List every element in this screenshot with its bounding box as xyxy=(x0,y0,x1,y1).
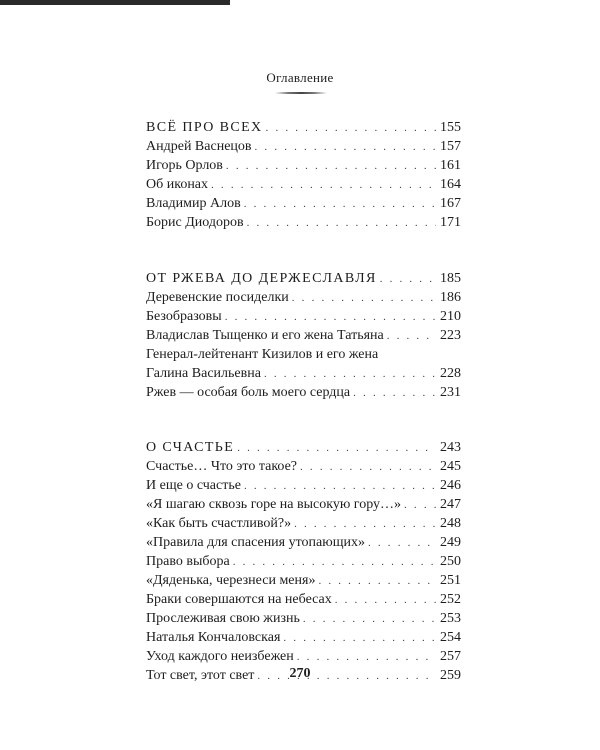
entry-title: «Как быть счастливой?» xyxy=(146,516,292,531)
toc-section-heading[interactable] xyxy=(146,269,461,288)
entry-title: Борис Диодоров xyxy=(146,215,244,230)
toc-entry[interactable] xyxy=(146,175,461,194)
entry-title: Деревенские посиделки xyxy=(146,290,289,305)
entry-title: Игорь Орлов xyxy=(146,158,223,173)
dot-leader xyxy=(255,138,436,157)
toc-entry-first-line[interactable] xyxy=(146,345,461,364)
entry-title: О СЧАСТЬЕ xyxy=(146,440,235,455)
toc-entry[interactable] xyxy=(146,288,461,307)
toc-entry[interactable] xyxy=(146,590,461,609)
toc-section-3 xyxy=(146,438,461,685)
entry-title: Счастье… Что это такое? xyxy=(146,459,298,474)
toc-entry[interactable] xyxy=(146,476,461,495)
toc-entry[interactable] xyxy=(146,533,461,552)
entry-title: «Дяденька, черезнеси меня» xyxy=(146,573,316,588)
entry-page: 259 xyxy=(440,668,461,683)
dot-leader xyxy=(283,629,436,648)
toc-entry[interactable] xyxy=(146,552,461,571)
dot-leader xyxy=(233,553,436,572)
dot-leader xyxy=(292,289,436,308)
toc-section-1 xyxy=(146,118,461,232)
dot-leader xyxy=(318,572,436,591)
entry-page: 228 xyxy=(440,366,461,381)
toc-entry[interactable] xyxy=(146,571,461,590)
dot-leader xyxy=(294,515,436,534)
entry-page: 161 xyxy=(440,158,461,173)
entry-page: 155 xyxy=(440,120,461,135)
entry-title: Тот свет, этот свет xyxy=(146,668,255,683)
entry-page: 167 xyxy=(440,196,461,211)
page-number: 270 xyxy=(289,666,311,681)
entry-page: 251 xyxy=(440,573,461,588)
toc-entry[interactable] xyxy=(146,194,461,213)
entry-page: 245 xyxy=(440,459,461,474)
toc-entry[interactable] xyxy=(146,213,461,232)
dot-leader xyxy=(303,610,436,629)
toc-section-2 xyxy=(146,269,461,402)
header-swash-ornament xyxy=(274,91,328,95)
toc-entry[interactable] xyxy=(146,457,461,476)
dot-leader xyxy=(225,308,436,327)
toc-entry[interactable] xyxy=(146,137,461,156)
dot-leader xyxy=(335,591,436,610)
entry-title: Браки совершаются на небесах xyxy=(146,592,332,607)
dot-leader xyxy=(404,496,436,515)
toc-section-heading[interactable] xyxy=(146,438,461,457)
toc-entry[interactable] xyxy=(146,383,461,402)
entry-page: 185 xyxy=(440,271,461,286)
toc-entry[interactable] xyxy=(146,364,461,383)
toc-entry[interactable] xyxy=(146,495,461,514)
entry-title: Безобразовы xyxy=(146,309,222,324)
entry-page: 250 xyxy=(440,554,461,569)
table-of-contents xyxy=(146,118,461,699)
entry-title: Галина Васильевна xyxy=(146,366,261,381)
toc-entry[interactable] xyxy=(146,307,461,326)
toc-entry[interactable] xyxy=(146,609,461,628)
toc-entry[interactable] xyxy=(146,628,461,647)
entry-page: 210 xyxy=(440,309,461,324)
toc-entry[interactable] xyxy=(146,156,461,175)
entry-title: Право выбора xyxy=(146,554,230,569)
toc-entry[interactable] xyxy=(146,647,461,666)
entry-title: Владислав Тыщенко и его жена Татьяна xyxy=(146,328,384,343)
toc-entry[interactable] xyxy=(146,326,461,345)
entry-page: 253 xyxy=(440,611,461,626)
entry-title: ОТ РЖЕВА ДО ДЕРЖЕСЛАВЛЯ xyxy=(146,271,377,286)
entry-page: 247 xyxy=(440,497,461,512)
page-header: Оглавление xyxy=(266,70,334,85)
entry-page: 157 xyxy=(440,139,461,154)
entry-page: 257 xyxy=(440,649,461,664)
toc-entry[interactable] xyxy=(146,514,461,533)
dot-leader xyxy=(353,384,436,403)
dot-leader xyxy=(297,648,436,667)
dot-leader xyxy=(237,439,436,458)
dot-leader xyxy=(244,195,436,214)
entry-page: 243 xyxy=(440,440,461,455)
entry-title: Генерал-лейтенант Кизилов и его жена xyxy=(146,347,379,362)
entry-page: 171 xyxy=(440,215,461,230)
dot-leader xyxy=(380,270,436,289)
dot-leader xyxy=(247,214,436,233)
entry-page: 252 xyxy=(440,592,461,607)
entry-page: 231 xyxy=(440,385,461,400)
entry-title: «Я шагаю сквозь горе на высокую гору…» xyxy=(146,497,402,512)
entry-page: 254 xyxy=(440,630,461,645)
toc-section-heading[interactable] xyxy=(146,118,461,137)
entry-page: 186 xyxy=(440,290,461,305)
entry-title: Прослеживая свою жизнь xyxy=(146,611,300,626)
entry-title: ВСЁ ПРО ВСЕХ xyxy=(146,120,263,135)
entry-page: 249 xyxy=(440,535,461,550)
dot-leader xyxy=(211,176,436,195)
entry-page: 248 xyxy=(440,516,461,531)
entry-title: Андрей Васнецов xyxy=(146,139,252,154)
entry-title: И еще о счастье xyxy=(146,478,241,493)
dot-leader xyxy=(264,365,436,384)
dot-leader xyxy=(300,458,436,477)
dot-leader xyxy=(387,327,436,346)
dot-leader xyxy=(368,534,436,553)
entry-title: Ржев — особая боль моего сердца xyxy=(146,385,351,400)
entry-page: 246 xyxy=(440,478,461,493)
entry-page: 164 xyxy=(440,177,461,192)
entry-title: Владимир Алов xyxy=(146,196,241,211)
top-edge-rule xyxy=(0,0,230,5)
entry-title: Уход каждого неизбежен xyxy=(146,649,294,664)
entry-title: Наталья Кончаловская xyxy=(146,630,281,645)
dot-leader xyxy=(266,119,436,138)
entry-title: Об иконах xyxy=(146,177,209,192)
entry-title: «Правила для спасения утопающих» xyxy=(146,535,365,550)
dot-leader xyxy=(244,477,436,496)
dot-leader xyxy=(226,157,436,176)
entry-page: 223 xyxy=(440,328,461,343)
